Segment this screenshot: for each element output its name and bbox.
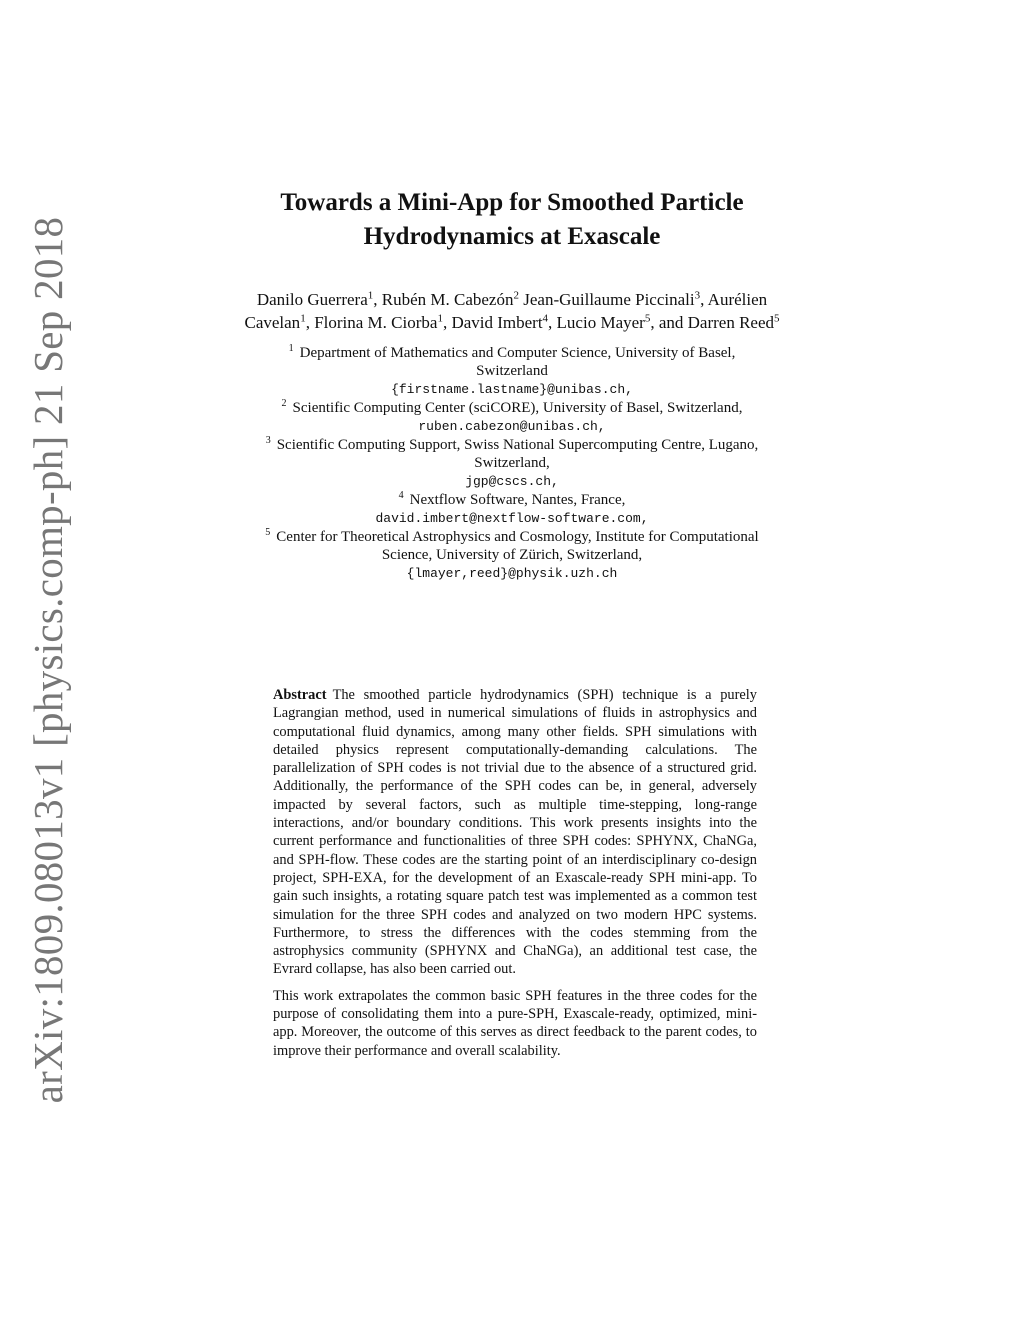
affiliation-text: Center for Theoretical Astrophysics and Cosmology, Institute for Computational <box>276 529 759 546</box>
author-name: Florina M. Ciorba <box>314 313 438 332</box>
affiliation-5-line-1 <box>0 528 1024 546</box>
affiliation-3-line-2: Switzerland, <box>474 455 550 472</box>
affiliation-2-email: ruben.cabezon@unibas.ch, <box>418 418 606 434</box>
author-affil-mark: 1 <box>437 312 443 325</box>
title-line-2: Hydrodynamics at Exascale <box>363 223 661 250</box>
author-name: Cavelan <box>244 313 301 332</box>
author-name: Darren Reed <box>687 313 774 332</box>
author-affil-mark: 5 <box>644 312 651 325</box>
author-name: Rubén M. Cabezón <box>381 290 514 309</box>
affiliation-1-line-1 <box>0 344 1024 362</box>
author-line-1 <box>0 288 1024 311</box>
affiliation-list <box>0 344 1024 583</box>
author-name: Jean-Guillaume Piccinali <box>523 290 695 309</box>
abstract-text-1: The smoothed particle hydrodynamics (SPH) technique is a purely Lagrangian method, used in numerical simulations of fluids in astrophysics and computational fluid dynamics, among many other fields. SPH simulations with detailed physics represent computationally-demanding calculations. The parallelization of SPH codes is not trivial due to the absence of a structured grid. Additionally, the performance of the SPH codes can be, in general, adversely impacted by several factors, such as multiple time-stepping, long-range interactions, and/or boundary conditions. This work presents insights into the current performance and functionalities of three SPH codes: SPHYNX, ChaNGa, and SPH-flow. These codes are the starting point of an interdisciplinary co-design project, SPH-EXA, for the development of an Exascale-ready SPH mini-app. To gain such insights, a rotating square patch test was implemented as a common test simulation for the three SPH codes and analyzed on two modern HPC systems. Furthermore, to stress the differences with the codes stemming from the astrophysics community (SPHYNX and ChaNGa), an additional test case, the Evrard collapse, has also been carried out. <box>273 687 757 978</box>
paper-title <box>0 186 1024 254</box>
affiliation-number: 4 <box>398 490 404 502</box>
affiliation-1-line-2: Switzerland <box>476 363 548 380</box>
affiliation-4-email: david.imbert@nextflow-software.com, <box>375 510 649 526</box>
abstract-label: Abstract <box>273 687 327 703</box>
author-affil-mark: 4 <box>542 312 549 325</box>
affiliation-1-email: {firstname.lastname}@unibas.ch, <box>391 381 633 397</box>
affiliation-number: 2 <box>281 398 287 410</box>
affiliation-text: Department of Mathematics and Computer Science, University of Basel, <box>299 345 736 361</box>
title-line-1: Towards a Mini-App for Smoothed Particle <box>280 189 744 216</box>
abstract-paragraph-2: This work extrapolates the common basic SPH features in the three codes for the purpose of consolidating them into a pure-SPH, Exascale-ready, optimized, mini-app. Moreover, the outcome of this serves as direct feedback to the parent codes, to improve their performance and overall scalability. <box>273 987 757 1059</box>
affiliation-3-line-1 <box>0 436 1024 454</box>
author-affil-mark: 2 <box>513 289 519 302</box>
affiliation-number: 3 <box>265 435 271 447</box>
author-separator: , <box>548 313 557 332</box>
author-affil-mark: 1 <box>300 312 306 325</box>
abstract <box>273 686 757 1060</box>
affiliation-2-line-1 <box>0 399 1024 417</box>
author-separator: , and <box>650 313 688 332</box>
affiliation-text: Scientific Computing Support, Swiss National Supercomputing Centre, Lugano, <box>276 437 759 454</box>
author-separator: , <box>442 313 452 332</box>
arxiv-identifier: arXiv:1809.08013v1 [physics.comp-ph] 21 Sep 2018 <box>25 216 71 1104</box>
author-separator: , <box>373 290 382 309</box>
affiliation-5-line-2: Science, University of Zürich, Switzerland, <box>381 547 643 564</box>
author-affil-mark: 5 <box>774 312 780 325</box>
affiliation-text: Nextflow Software, Nantes, France, <box>409 492 626 509</box>
author-affil-mark: 1 <box>367 289 374 302</box>
author-name: David Imbert <box>451 313 543 332</box>
author-affil-mark: 3 <box>694 289 701 302</box>
author-name: Danilo Guerrera <box>256 290 368 309</box>
affiliation-text: Scientific Computing Center (sciCORE), University of Basel, Switzerland, <box>292 400 743 417</box>
author-line-2 <box>0 311 1024 334</box>
author-separator: , Aurélien <box>700 290 768 309</box>
author-name: Lucio Mayer <box>556 313 645 332</box>
author-list <box>0 288 1024 334</box>
affiliation-number: 5 <box>265 527 271 539</box>
affiliation-number: 1 <box>288 343 294 354</box>
author-separator: , <box>305 313 315 332</box>
abstract-paragraph-1 <box>273 686 757 979</box>
affiliation-5-email: {lmayer,reed}@physik.uzh.ch <box>406 565 618 581</box>
affiliation-4-line-1 <box>0 491 1024 509</box>
affiliation-3-email: jgp@cscs.ch, <box>465 473 559 489</box>
